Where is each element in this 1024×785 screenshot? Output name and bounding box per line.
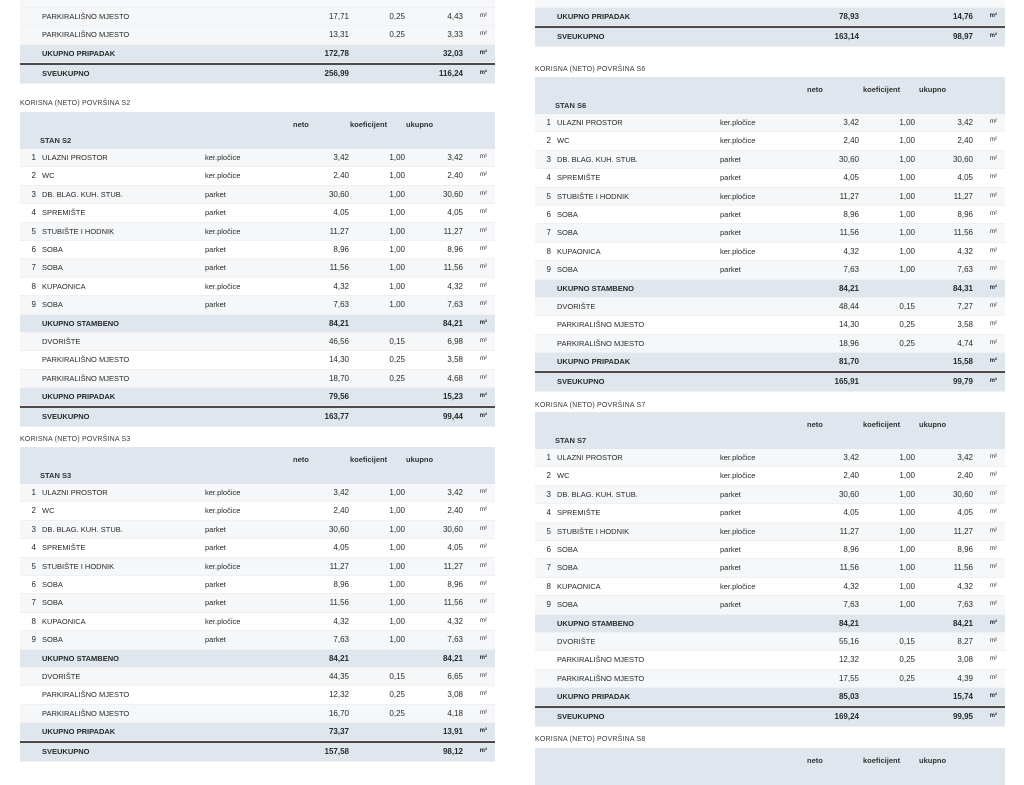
table-row: 4 SPREMIŠTE parket 4,05 1,00 4,05 m² [535, 504, 1005, 522]
row-number: 7 [31, 598, 36, 608]
row-number: 7 [546, 228, 551, 238]
row-number: 3 [546, 154, 551, 164]
table-s5-fragment [535, 0, 1005, 47]
floor-material: parket [720, 154, 741, 164]
table-row: 2 WC ker.pločice 2,40 1,00 2,40 m² [20, 167, 495, 185]
table-row: 5 STUBIŠTE I HODNIK ker.pločice 11,27 1,00 11,27 m² [535, 188, 1005, 206]
room-name: SOBA [42, 300, 63, 310]
room-name: SOBA [557, 600, 578, 610]
section-title-s3: KORISNA (NETO) POVRŠINA S3 [20, 436, 131, 443]
floor-material: ker.pločice [720, 118, 756, 127]
table-row: 2 WC ker.pločice 2,40 1,00 2,40 m² [535, 467, 1005, 485]
total-row: SVEUKUPNO 165,91 99,79 m² [535, 371, 1005, 391]
row-number: 8 [546, 581, 551, 591]
room-name: KUPAONICA [42, 281, 86, 291]
room-name: SOBA [557, 228, 578, 238]
room-name: DB. BLAG. KUH. STUB. [557, 154, 638, 164]
row-number: 5 [31, 226, 36, 236]
floor-material: parket [205, 524, 226, 534]
table-header: neto koeficijent ukupno [535, 748, 1005, 785]
room-name: SOBA [557, 265, 578, 275]
floor-material: ker.pločice [720, 471, 756, 481]
room-name: SPREMIŠTE [557, 173, 601, 183]
room-name: SOBA [42, 244, 63, 254]
room-name: KUPAONICA [557, 246, 601, 256]
row-number: 1 [31, 153, 36, 162]
row-number: 6 [31, 244, 36, 254]
stan-label: STAN S2 [40, 136, 72, 145]
row-number: 1 [31, 488, 36, 497]
table-row: 1 ULAZNI PROSTOR ker.pločice 3,42 1,00 3,42 m² [20, 149, 495, 167]
floor-material: parket [720, 489, 741, 499]
row-number: 2 [31, 506, 36, 516]
row-number: 5 [546, 191, 551, 201]
row-number: 5 [546, 526, 551, 536]
table-row: 1 ULAZNI PROSTOR ker.pločice 3,42 1,00 3,42 m² [535, 449, 1005, 467]
floor-material: parket [720, 228, 741, 238]
stambeno-row: UKUPNO STAMBENO 84,21 84,31 m² [535, 280, 1005, 298]
total-row: SVEUKUPNO 157,58 98,12 m² [20, 741, 495, 761]
total-row: SVEUKUPNO 169,24 99,95 m² [535, 706, 1005, 726]
room-name: SOBA [557, 563, 578, 573]
table-row: 7 SOBA parket 11,56 1,00 11,56 m² [535, 224, 1005, 242]
table-row: 2 WC ker.pločice 2,40 1,00 2,40 m² [20, 502, 495, 520]
table-row: 1 ULAZNI PROSTOR ker.pločice 3,42 1,00 3,42 m² [20, 484, 495, 502]
room-name: ULAZNI PROSTOR [42, 153, 108, 162]
table-row: 2 WC ker.pločice 2,40 1,00 2,40 m² [535, 132, 1005, 150]
row-number: 9 [31, 300, 36, 310]
floor-material: ker.pločice [205, 153, 241, 162]
section-title-s6: KORISNA (NETO) POVRŠINA S6 [535, 66, 646, 73]
table-row: 3 DB. BLAG. KUH. STUB. parket 30,60 1,00 30,60 m² [535, 486, 1005, 504]
section-title-s7: KORISNA (NETO) POVRŠINA S7 [535, 402, 646, 409]
table-row: 6 SOBA parket 8,96 1,00 8,96 m² [20, 576, 495, 594]
row-number: 3 [31, 524, 36, 534]
row-number: 7 [31, 263, 36, 273]
table-row: 6 SOBA parket 8,96 1,00 8,96 m² [535, 541, 1005, 559]
table-s1-fragment [20, 0, 495, 84]
total-row: SVEUKUPNO 256,99 116,24 m² [20, 63, 495, 83]
floor-material: ker.pločice [720, 136, 756, 146]
table-header: neto koeficijent ukupno STAN S3 [20, 447, 495, 484]
table-row: 9 SOBA parket 7,63 1,00 7,63 m² [20, 631, 495, 649]
room-name: ULAZNI PROSTOR [557, 118, 623, 127]
row-number: 9 [546, 265, 551, 275]
pripadak-row: UKUPNO PRIPADAK 81,70 15,58 m² [535, 353, 1005, 371]
row-number: 3 [546, 489, 551, 499]
total-row: SVEUKUPNO 163,14 98,97 m² [535, 26, 1005, 46]
table-row: PARKIRALIŠNO MJESTO 17,55 0,25 4,39 m² [535, 670, 1005, 688]
room-name: STUBIŠTE I HODNIK [557, 191, 630, 201]
floor-material: ker.pločice [205, 488, 241, 497]
section-title-s2: KORISNA (NETO) POVRŠINA S2 [20, 100, 131, 107]
row-number: 8 [31, 281, 36, 291]
floor-material: parket [720, 544, 741, 554]
floor-material: parket [205, 598, 226, 608]
table-row: DVORIŠTE 46,56 0,15 6,98 m² [20, 333, 495, 351]
table-row: 8 KUPAONICA ker.pločice 4,32 1,00 4,32 m² [20, 278, 495, 296]
row-number: 2 [546, 136, 551, 146]
floor-material: ker.pločice [205, 171, 241, 181]
row-number: 6 [546, 209, 551, 219]
room-name: SOBA [42, 263, 63, 273]
floor-material: ker.pločice [720, 453, 756, 462]
pripadak-row: UKUPNO PRIPADAK 78,93 14,76 m² [535, 8, 1005, 26]
floor-material: ker.pločice [205, 281, 241, 291]
floor-material: ker.pločice [720, 526, 756, 536]
pripadak-row: UKUPNO PRIPADAK 85,03 15,74 m² [535, 688, 1005, 706]
room-name: SPREMIŠTE [42, 543, 86, 553]
row-number: 4 [546, 173, 551, 183]
stan-label: STAN S7 [555, 436, 587, 445]
row-number: 8 [546, 246, 551, 256]
section-title-s8: KORISNA (NETO) POVRŠINA S8 [535, 736, 646, 743]
table-header: neto koeficijent ukupno STAN S2 [20, 112, 495, 149]
pripadak-row: UKUPNO PRIPADAK 73,37 13,91 m² [20, 723, 495, 741]
table-row: 7 SOBA parket 11,56 1,00 11,56 m² [535, 559, 1005, 577]
room-name: DB. BLAG. KUH. STUB. [557, 489, 638, 499]
table-row: 7 SOBA parket 11,56 1,00 11,56 m² [20, 259, 495, 277]
floor-material: parket [205, 635, 226, 645]
row-number: 6 [31, 579, 36, 589]
floor-material: parket [720, 563, 741, 573]
room-name: STUBIŠTE I HODNIK [42, 561, 115, 571]
room-name: SPREMIŠTE [557, 508, 601, 518]
table-row: DVORIŠTE 44,35 0,15 6,65 m² [20, 668, 495, 686]
floor-material: parket [720, 600, 741, 610]
room-name: WC [42, 506, 55, 516]
room-name: STUBIŠTE I HODNIK [557, 526, 630, 536]
room-name: ULAZNI PROSTOR [557, 453, 623, 462]
floor-material: ker.pločice [205, 226, 241, 236]
table-row: PARKIRALIŠNO MJESTO 12,32 0,25 3,08 m² [535, 651, 1005, 669]
floor-material: parket [205, 300, 226, 310]
room-name: WC [42, 171, 55, 181]
row-number: 1 [546, 118, 551, 127]
table-row: 5 STUBIŠTE I HODNIK ker.pločice 11,27 1,00 11,27 m² [535, 523, 1005, 541]
pripadak-row: UKUPNO PRIPADAK 79,56 15,23 m² [20, 388, 495, 406]
room-name: SOBA [42, 579, 63, 589]
row-number: 7 [546, 563, 551, 573]
room-name: SOBA [42, 598, 63, 608]
floor-material: ker.pločice [720, 581, 756, 591]
table-row: PARKIRALIŠNO MJESTO 17,71 0,25 4,43 m² [20, 8, 495, 26]
table-row: PARKIRALIŠNO MJESTO 18,70 0,25 4,68 m² [20, 370, 495, 388]
row-number: 8 [31, 616, 36, 626]
table-row: PARKIRALIŠNO MJESTO 14,30 0,25 3,58 m² [20, 351, 495, 369]
row-number: 4 [31, 208, 36, 218]
stan-label: STAN S3 [40, 471, 72, 480]
room-name: SOBA [557, 209, 578, 219]
row-number: 4 [31, 543, 36, 553]
table-s6 [535, 77, 1005, 392]
table-row: PARKIRALIŠNO MJESTO 12,32 0,25 3,08 m² [20, 686, 495, 704]
row-number: 4 [546, 508, 551, 518]
floor-material: parket [205, 543, 226, 553]
table-row: 3 DB. BLAG. KUH. STUB. parket 30,60 1,00 30,60 m² [535, 151, 1005, 169]
row-number: 2 [546, 471, 551, 481]
table-row: 9 SOBA parket 7,63 1,00 7,63 m² [535, 596, 1005, 614]
row-number: 3 [31, 189, 36, 199]
stambeno-row: UKUPNO STAMBENO 84,21 84,21 m² [20, 315, 495, 333]
room-name: SOBA [42, 635, 63, 645]
table-row: 9 SOBA parket 7,63 1,00 7,63 m² [535, 261, 1005, 279]
row-number: 9 [31, 635, 36, 645]
room-name: SOBA [557, 544, 578, 554]
table-row: PARKIRALIŠNO MJESTO 14,30 0,25 3,58 m² [535, 316, 1005, 334]
floor-material: parket [205, 244, 226, 254]
table-row: 6 SOBA parket 8,96 1,00 8,96 m² [535, 206, 1005, 224]
table-row: 6 SOBA parket 8,96 1,00 8,96 m² [20, 241, 495, 259]
table-row: DVORIŠTE 48,44 0,15 7,27 m² [535, 298, 1005, 316]
floor-material: parket [205, 579, 226, 589]
floor-material: ker.pločice [205, 506, 241, 516]
floor-material: parket [720, 209, 741, 219]
floor-material: ker.pločice [205, 561, 241, 571]
floor-material: parket [205, 208, 226, 218]
table-s3 [20, 447, 495, 762]
table-row: 8 KUPAONICA ker.pločice 4,32 1,00 4,32 m² [535, 243, 1005, 261]
table-row: 1 ULAZNI PROSTOR ker.pločice 3,42 1,00 3,42 m² [535, 114, 1005, 132]
row-number: 2 [31, 171, 36, 181]
table-s8 [535, 748, 1005, 785]
row-number: 5 [31, 561, 36, 571]
floor-material: parket [720, 173, 741, 183]
table-row: 4 SPREMIŠTE parket 4,05 1,00 4,05 m² [535, 169, 1005, 187]
table-header: neto koeficijent ukupno STAN S6 [535, 77, 1005, 114]
room-name: DB. BLAG. KUH. STUB. [42, 189, 123, 199]
room-name: KUPAONICA [42, 616, 86, 626]
table-row: 4 SPREMIŠTE parket 4,05 1,00 4,05 m² [20, 204, 495, 222]
table-s2 [20, 112, 495, 427]
table-row: DVORIŠTE 55,16 0,15 8,27 m² [535, 633, 1005, 651]
floor-material: parket [720, 508, 741, 518]
floor-material: ker.pločice [720, 191, 756, 201]
floor-material: parket [720, 265, 741, 275]
room-name: WC [557, 136, 570, 146]
table-row: 9 SOBA parket 7,63 1,00 7,63 m² [20, 296, 495, 314]
floor-material: parket [205, 189, 226, 199]
table-row: 8 KUPAONICA ker.pločice 4,32 1,00 4,32 m² [20, 613, 495, 631]
floor-material: ker.pločice [720, 246, 756, 256]
table-row: 5 STUBIŠTE I HODNIK ker.pločice 11,27 1,00 11,27 m² [20, 558, 495, 576]
table-row: 3 DB. BLAG. KUH. STUB. parket 30,60 1,00 30,60 m² [20, 521, 495, 539]
room-name: WC [557, 471, 570, 481]
room-name: KUPAONICA [557, 581, 601, 591]
table-s7 [535, 412, 1005, 727]
pripadak-row: UKUPNO PRIPADAK 172,78 32,03 m² [20, 45, 495, 63]
table-row: 4 SPREMIŠTE parket 4,05 1,00 4,05 m² [20, 539, 495, 557]
floor-material: ker.pločice [205, 616, 241, 626]
table-header: neto koeficijent ukupno STAN S7 [535, 412, 1005, 449]
room-name: DB. BLAG. KUH. STUB. [42, 524, 123, 534]
stan-label: STAN S6 [555, 101, 587, 110]
table-row: PARKIRALIŠNO MJESTO 16,70 0,25 4,18 m² [20, 705, 495, 723]
table-row: 5 STUBIŠTE I HODNIK ker.pločice 11,27 1,00 11,27 m² [20, 223, 495, 241]
table-row: PARKIRALIŠNO MJESTO 18,96 0,25 4,74 m² [535, 335, 1005, 353]
room-name: SPREMIŠTE [42, 208, 86, 218]
room-name: STUBIŠTE I HODNIK [42, 226, 115, 236]
floor-material: parket [205, 263, 226, 273]
row-number: 1 [546, 453, 551, 462]
stambeno-row: UKUPNO STAMBENO 84,21 84,21 m² [535, 615, 1005, 633]
table-row: 8 KUPAONICA ker.pločice 4,32 1,00 4,32 m² [535, 578, 1005, 596]
stambeno-row: UKUPNO STAMBENO 84,21 84,21 m² [20, 650, 495, 668]
row-number: 9 [546, 600, 551, 610]
table-row: PARKIRALIŠNO MJESTO 13,31 0,25 3,33 m² [20, 26, 495, 44]
row-number: 6 [546, 544, 551, 554]
room-name: ULAZNI PROSTOR [42, 488, 108, 497]
table-row: 7 SOBA parket 11,56 1,00 11,56 m² [20, 594, 495, 612]
total-row: SVEUKUPNO 163,77 99,44 m² [20, 406, 495, 426]
table-row: 3 DB. BLAG. KUH. STUB. parket 30,60 1,00 30,60 m² [20, 186, 495, 204]
